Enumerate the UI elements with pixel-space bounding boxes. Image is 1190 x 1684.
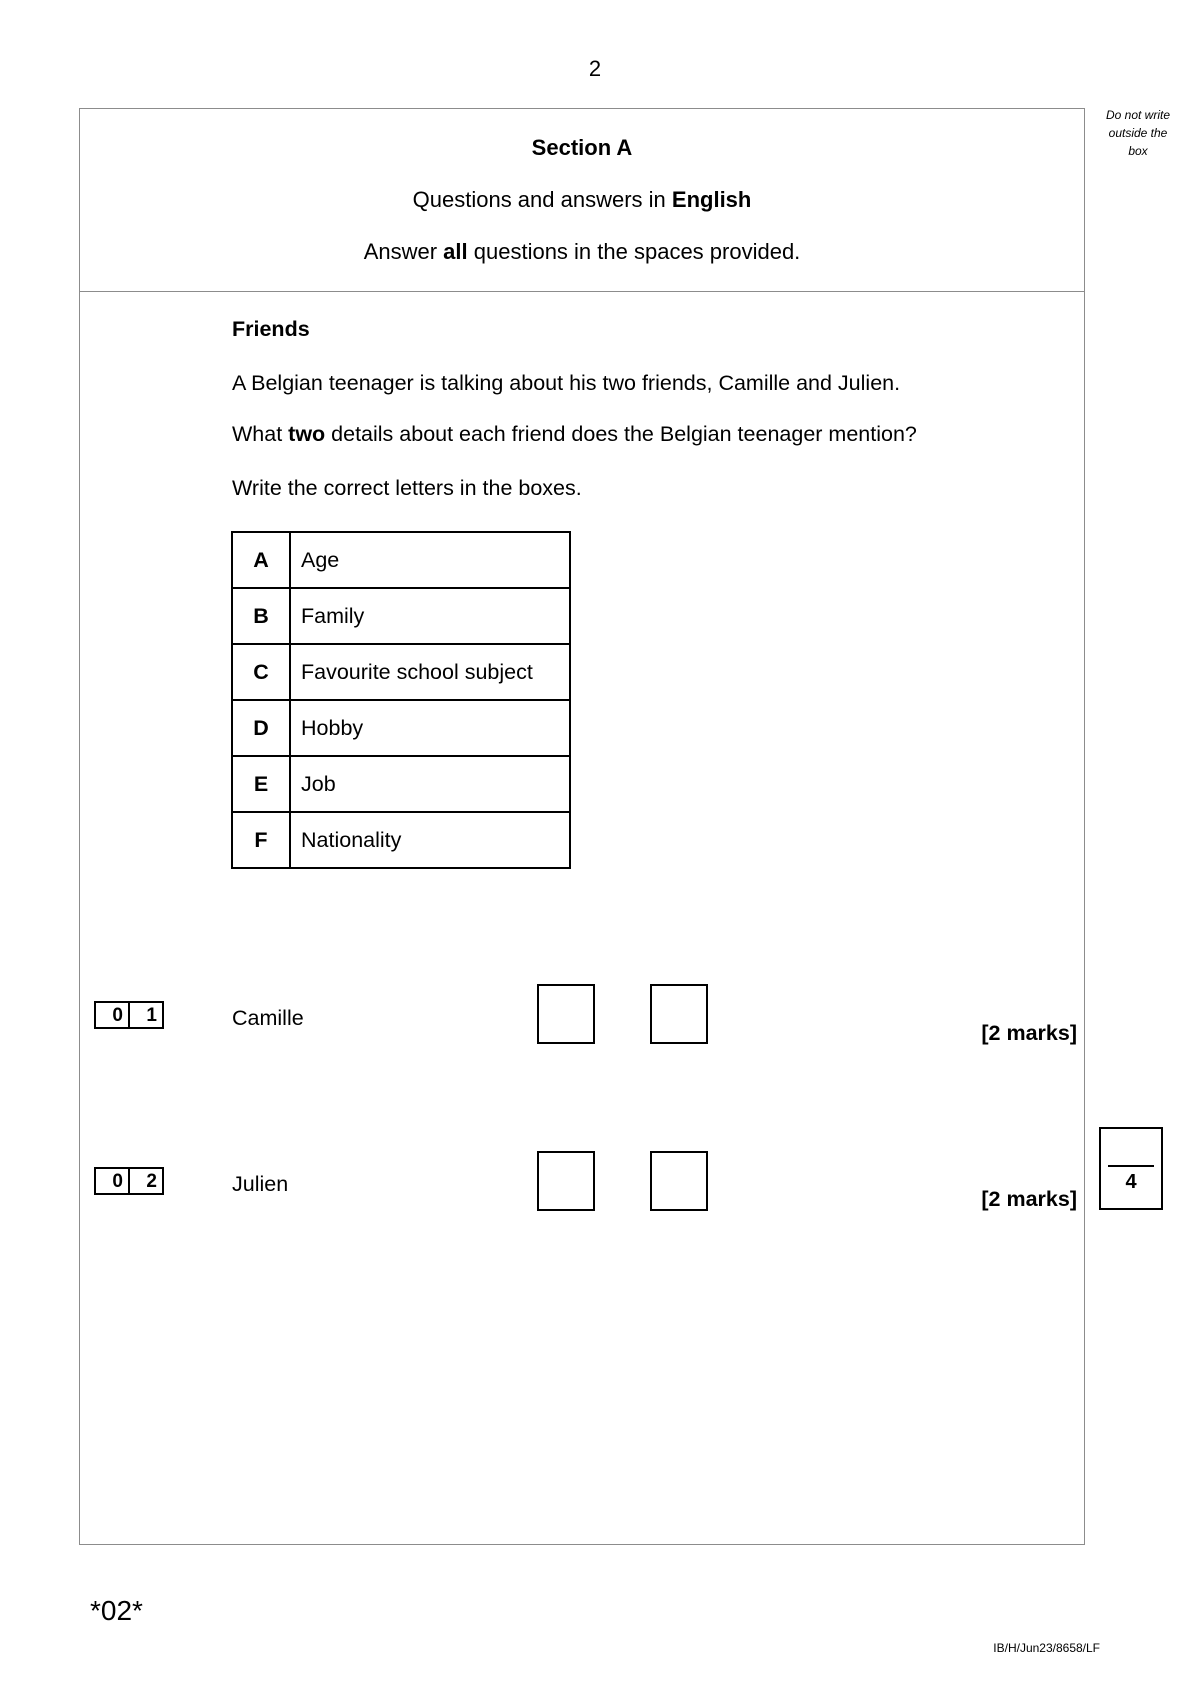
answer-box-julien-2[interactable] [650, 1151, 708, 1211]
answer-box-julien-1[interactable] [537, 1151, 595, 1211]
option-letter: E [232, 756, 290, 812]
total-marks-value: 4 [1125, 1171, 1137, 1193]
footer-code: IB/H/Jun23/8658/LF [993, 1641, 1100, 1655]
passage-instruction: Write the correct letters in the boxes. [232, 476, 582, 500]
section-instruction: Answer all questions in the spaces provided. [363, 239, 801, 264]
passage-question: What two details about each friend does the Belgian teenager mention? [232, 422, 917, 446]
passage-title: Friends [232, 317, 310, 341]
option-row [232, 812, 570, 868]
marks-label: [2 marks] [981, 1187, 1077, 1211]
question-number-01 [94, 1001, 164, 1029]
section-title: Section A [531, 135, 633, 160]
option-label: Nationality [290, 812, 570, 868]
options-table [231, 531, 571, 869]
question-number-02 [94, 1167, 164, 1195]
option-row [232, 588, 570, 644]
option-row [232, 756, 570, 812]
page-barcode: *02* [90, 1595, 143, 1626]
option-label: Hobby [290, 700, 570, 756]
answer-box-camille-1[interactable] [537, 984, 595, 1044]
option-letter: A [232, 532, 290, 588]
passage-intro: A Belgian teenager is talking about his two friends, Camille and Julien. [232, 371, 901, 395]
option-label: Family [290, 588, 570, 644]
option-letter: C [232, 644, 290, 700]
question-label-camille: Camille [232, 1006, 304, 1030]
answer-box-camille-2[interactable] [650, 984, 708, 1044]
total-marks-box[interactable] [1099, 1127, 1163, 1210]
answer-frame [79, 108, 1085, 1545]
question-digit: 0 [96, 1169, 130, 1193]
total-marks-divider [1108, 1165, 1154, 1167]
question-digit: 1 [146, 1005, 157, 1026]
section-subtitle: Questions and answers in English [412, 187, 752, 212]
option-row [232, 700, 570, 756]
option-label: Age [290, 532, 570, 588]
option-letter: F [232, 812, 290, 868]
option-letter: B [232, 588, 290, 644]
option-letter: D [232, 700, 290, 756]
question-digit: 0 [96, 1003, 130, 1027]
header-divider [79, 291, 1085, 292]
option-label: Job [290, 756, 570, 812]
page-number: 2 [588, 56, 602, 81]
marks-label: [2 marks] [981, 1021, 1077, 1045]
option-label: Favourite school subject [290, 644, 570, 700]
question-digit: 2 [146, 1171, 157, 1192]
option-row [232, 644, 570, 700]
question-label-julien: Julien [232, 1172, 289, 1196]
margin-note: Do not write outside the box [1105, 108, 1171, 158]
option-row [232, 532, 570, 588]
